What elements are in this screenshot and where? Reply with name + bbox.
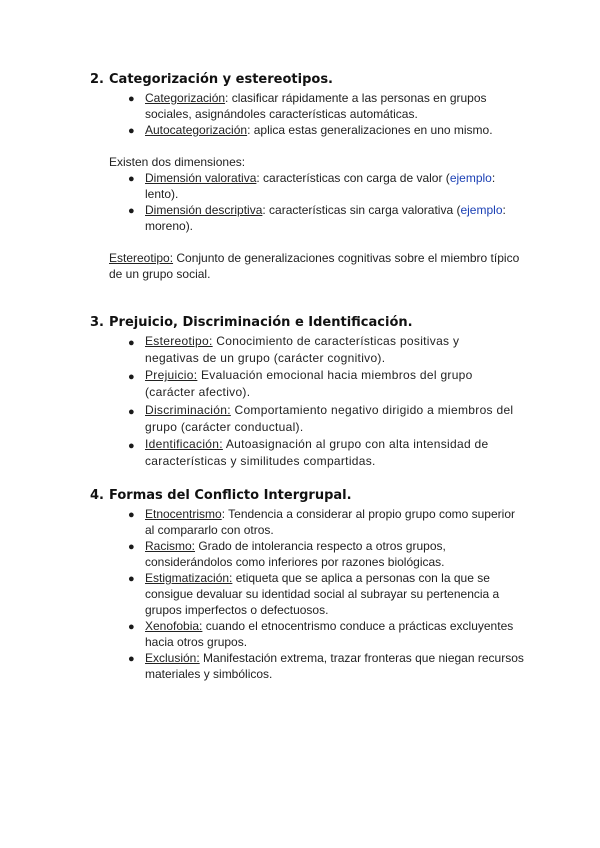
definition-term: Estereotipo:: [109, 251, 174, 265]
item-text: Conocimiento de características positivas y negativas de un grupo (carácter cognitivo).: [145, 334, 460, 365]
item-text: Evaluación emocional hacia miembros del grupo (carácter afectivo).: [145, 368, 473, 399]
item-term: Estigmatización:: [145, 571, 233, 585]
section-number: 3.: [90, 315, 104, 330]
list-item: [145, 650, 535, 682]
item-term: Discriminación:: [145, 403, 231, 417]
item-term: Etnocentrismo: [145, 507, 222, 521]
item-text: : aplica estas generalizaciones en uno mismo.: [247, 123, 493, 137]
item-term: Autocategorización: [145, 123, 248, 137]
item-text: : Tendencia a considerar al propio grupo como superior al compararlo con otros.: [145, 507, 515, 537]
item-text: Manifestación extrema, trazar fronteras que niegan recursos materiales y simbólicos.: [145, 651, 524, 681]
list-item: [145, 170, 505, 202]
stereotype-definition: [109, 250, 529, 282]
bullet-icon: ●: [128, 205, 135, 217]
item-text: : características con carga de valor (: [256, 171, 450, 185]
list-item: [145, 506, 525, 538]
item-text: : clasificar rápidamente a las personas en grupos sociales, asignándoles características automáticas.: [145, 91, 487, 121]
section-3-heading: [90, 315, 413, 330]
item-term: Categorización: [145, 91, 226, 105]
bullet-icon: ●: [128, 173, 135, 185]
list-item: [145, 122, 535, 138]
item-term: Prejuicio:: [145, 368, 198, 382]
list-item: [145, 367, 495, 401]
example-link[interactable]: ejemplo: [449, 171, 492, 185]
bullet-icon: ●: [128, 621, 135, 633]
bullet-icon: ●: [128, 125, 135, 137]
bullet-icon: ●: [128, 337, 135, 349]
item-term: Identificación:: [145, 437, 223, 451]
section-number: 4.: [90, 488, 104, 503]
bullet-icon: ●: [128, 93, 135, 105]
section-title: Formas del Conflicto Intergrupal.: [109, 488, 352, 503]
item-text: cuando el etnocentrismo conduce a prácticas excluyentes hacia otros grupos.: [145, 619, 514, 649]
list-item: [145, 202, 515, 234]
bullet-icon: ●: [128, 541, 135, 553]
definition-text: Conjunto de generalizaciones cognitivas sobre el miembro típico de un grupo social.: [109, 251, 520, 281]
item-term: Racismo:: [145, 539, 196, 553]
section-title: Prejuicio, Discriminación e Identificación.: [109, 315, 413, 330]
dimensions-intro: Existen dos dimensiones:: [109, 155, 246, 169]
list-item: [145, 436, 510, 470]
item-term: Estereotipo:: [145, 334, 213, 348]
bullet-icon: ●: [128, 371, 135, 383]
list-item: [145, 618, 525, 650]
section-2-heading: [90, 72, 333, 87]
list-item: [145, 90, 495, 122]
item-text: Comportamiento negativo dirigido a miembros del grupo (carácter conductual).: [145, 403, 514, 434]
item-text: Autoasignación al grupo con alta intensidad de características y similitudes compartidas.: [145, 437, 489, 468]
list-item: [145, 333, 485, 367]
bullet-icon: ●: [128, 509, 135, 521]
section-number: 2.: [90, 72, 104, 87]
list-item: [145, 402, 535, 436]
item-term: Xenofobia:: [145, 619, 203, 633]
item-text: etiqueta que se aplica a personas con la que se consigue devaluar su identidad social al subrayar su pertenencia a grupos imperfectos o defectuosos.: [145, 571, 500, 617]
bullet-icon: ●: [128, 573, 135, 585]
item-term: Dimensión valorativa: [145, 171, 257, 185]
item-text: : lento).: [145, 171, 496, 201]
section-4-heading: [90, 488, 352, 503]
item-text: : moreno).: [145, 203, 506, 233]
section-title: Categorización y estereotipos.: [109, 72, 333, 87]
item-term: Exclusión:: [145, 651, 200, 665]
list-item: [145, 538, 475, 570]
bullet-icon: ●: [128, 653, 135, 665]
item-term: Dimensión descriptiva: [145, 203, 263, 217]
example-link[interactable]: ejemplo: [460, 203, 503, 217]
bullet-icon: ●: [128, 440, 135, 452]
list-item: [145, 570, 510, 618]
item-text: Grado de intolerancia respecto a otros grupos, considerándolos como inferiores por razones biológicas.: [145, 539, 446, 569]
item-text: : características sin carga valorativa (: [262, 203, 461, 217]
bullet-icon: ●: [128, 406, 135, 418]
